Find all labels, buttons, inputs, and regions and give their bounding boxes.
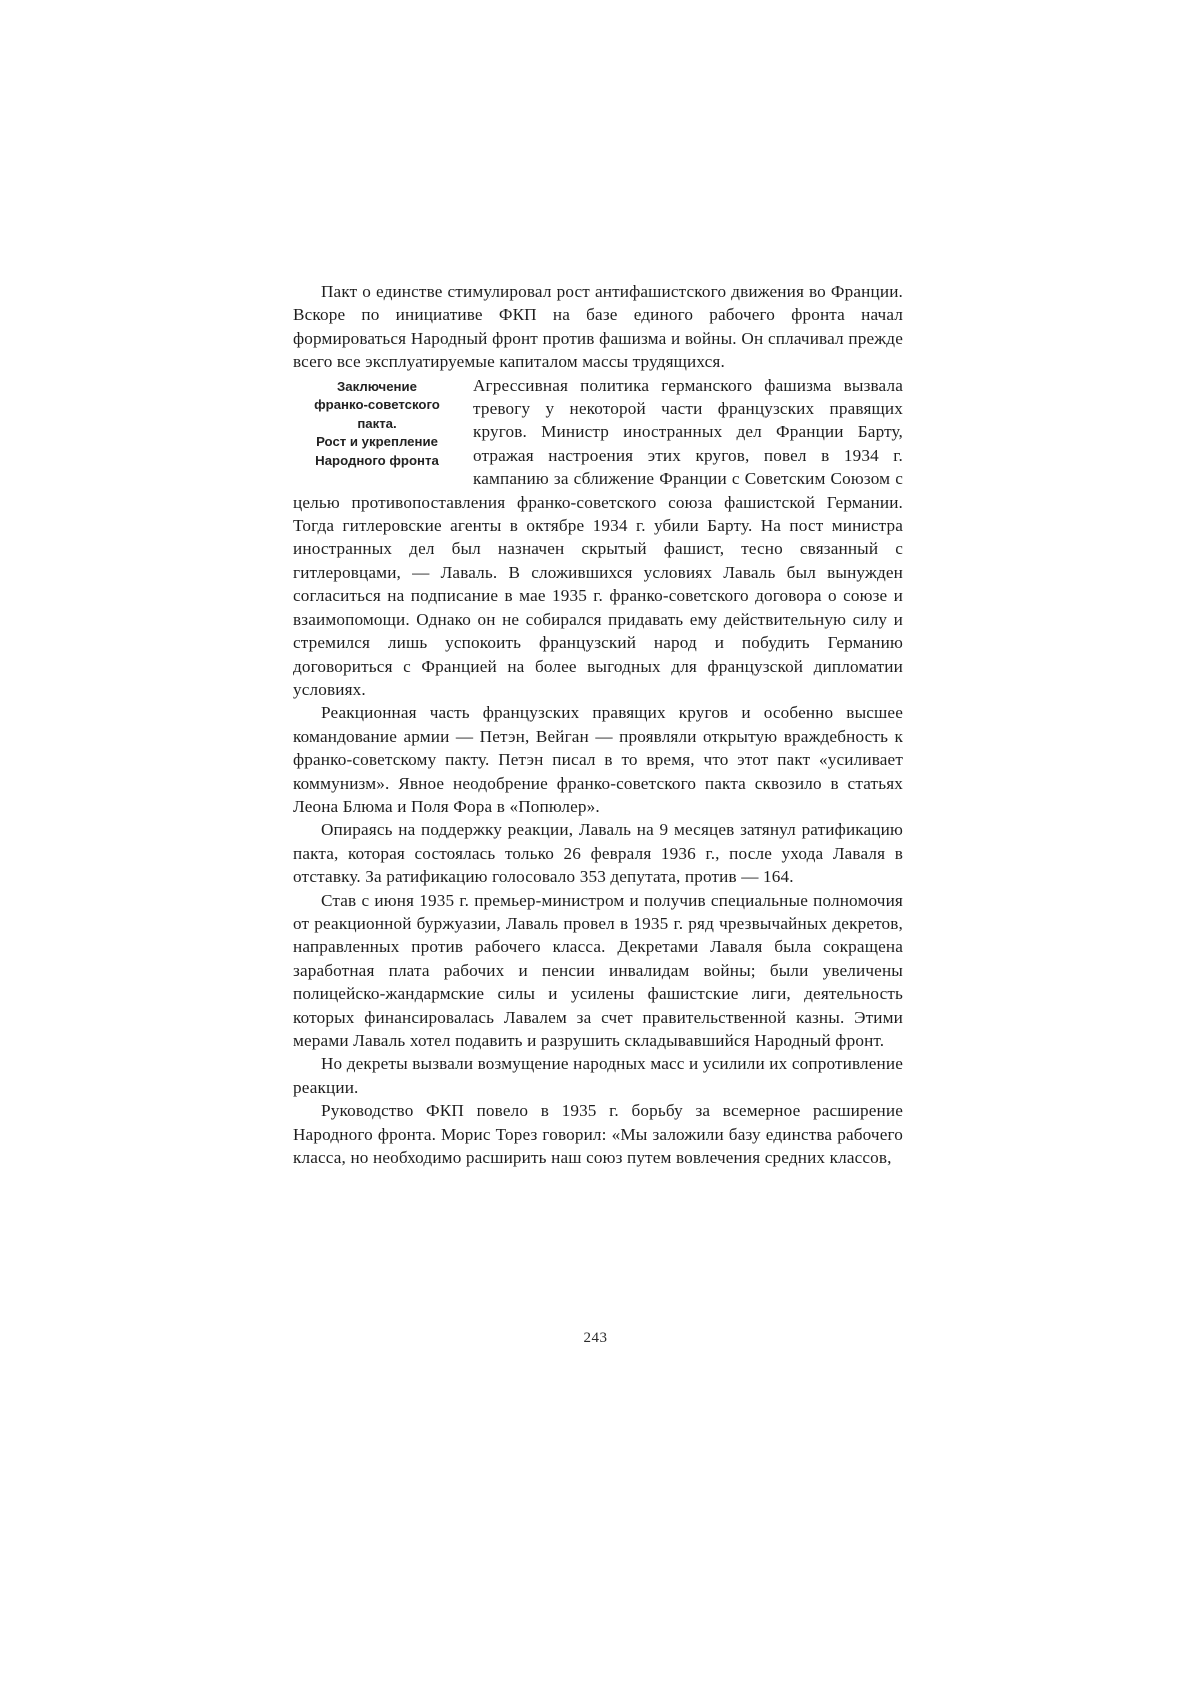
margin-heading-line-4: Рост и укрепление <box>316 434 438 450</box>
paragraph-3: Реакционная часть французских правящих кругов и особенно высшее командование армии — Петэн, Вейган — проявляли открытую враждебность к франко-советскому пакту. Петэн писал в то время, что этот пакт «усиливает коммунизм». Явное неодобрение франко-советского пакта сквозило в статьях Леона Блюма и Поля Фора в «Попюлер». <box>293 703 903 816</box>
margin-heading-line-1: Заключение <box>337 378 417 394</box>
paragraph-2: Агрессивная политика германского фашизма вызвала тревогу у некоторой части французских правящих кругов. Министр иностранных дел Франции Барту, отражая настроения этих кругов, повел в 1934 г. кампанию за сближение Франции с Советским Союзом с целью противопоставления франко-советского союза фашистской Германии. Тогда гитлеровские агенты в октябре 1934 г. убили Барту. На пост министра иностранных дел был назначен скрытый фашист, тесно связанный с гитлеровцами, — Лаваль. В сложившихся условиях Лаваль был вынужден согласиться на подписание в мае 1935 г. франко-советского договора о союзе и взаимопомощи. Однако он не собирался придавать ему действительную силу и стремился лишь успокоить французский народ и побудить Германию договориться с Францией на более выгодных для французской дипломатии условиях. <box>293 375 903 699</box>
margin-heading-line-2: франко-советского <box>314 397 440 413</box>
page-number: 243 <box>583 1330 608 1346</box>
paragraph-7: Руководство ФКП повело в 1935 г. борьбу за всемерное расширение Народного фронта. Морис Торез говорил: «Мы заложили базу единства рабочего класса, но необходимо расширить наш союз путем вовлечения средних классов, <box>293 1101 903 1168</box>
paragraph-6: Но декреты вызвали возмущение народных масс и усилили их сопротивление реакции. <box>293 1054 903 1097</box>
paragraph-4: Опираясь на поддержку реакции, Лаваль на 9 месяцев затянул ратификацию пакта, которая состоялась только 26 февраля 1936 г., после ухода Лаваля в отставку. За ратификацию голосовало 353 депутата, против — 164. <box>293 820 903 887</box>
margin-heading-line-3: пакта. <box>357 415 397 431</box>
paragraph-5: Став с июня 1935 г. премьер-министром и получив специальные полномочия от реакционной буржуазии, Лаваль провел в 1935 г. ряд чрезвычайных декретов, направленных против рабочего класса. Декретами Лаваля была сокращена заработная плата рабочих и пенсии инвалидам войны; были увеличены полицейско-жандармские силы и усилены фашистские лиги, деятельность которых финансировалась Лавалем за счет правительственной казны. Этими мерами Лаваль хотел подавить и разрушить складывавшийся Народный фронт. <box>293 890 903 1050</box>
page-body <box>293 280 903 1169</box>
margin-heading <box>293 378 461 471</box>
paragraph-1: Пакт о единстве стимулировал рост антифашистского движения во Франции. Вскоре по инициативе ФКП на базе единого рабочего фронта начал формироваться Народный фронт против фашизма и войны. Он сплачивал прежде всего все эксплуатируемые капиталом массы трудящихся. <box>293 282 903 372</box>
margin-heading-line-5: Народного фронта <box>315 453 439 468</box>
